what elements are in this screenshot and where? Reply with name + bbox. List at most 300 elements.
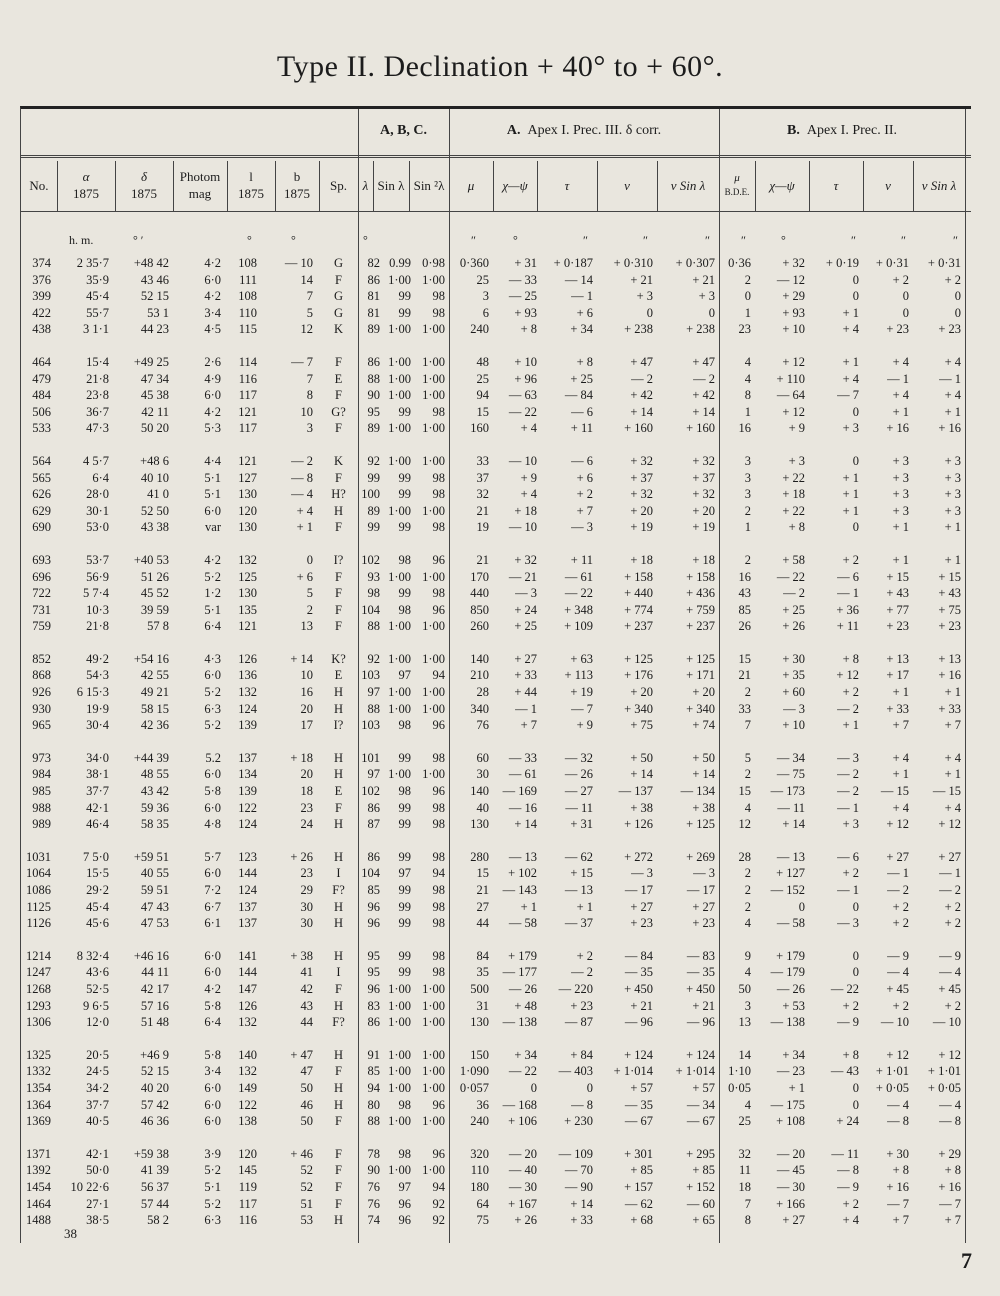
cell-no: 422 — [32, 305, 51, 320]
col-header-photom: Photom mag — [179, 169, 221, 201]
cell-photom: 1·2 — [204, 586, 221, 601]
row-group — [21, 1146, 971, 1229]
cell-tau-b: + 3 — [842, 817, 859, 832]
cell-tau: + 33 — [570, 1213, 593, 1228]
cell-v-sin: + 27 — [692, 899, 715, 914]
cell-mu: 37 — [476, 470, 489, 485]
cell-chi-psi-b: + 60 — [782, 685, 805, 700]
cell-sin2-lambda: 1·00 — [422, 503, 445, 518]
cell-photom: 5·2 — [204, 718, 221, 733]
cell-sin2-lambda: 1·00 — [422, 1015, 445, 1030]
cell-l: 144 — [238, 866, 257, 881]
cell-v-sin: + 23 — [692, 916, 715, 931]
col-header-no: No. — [29, 177, 49, 193]
cell-alpha: 45·4 — [86, 289, 109, 304]
cell-photom: 4·5 — [204, 322, 221, 337]
cell-mu: 500 — [470, 981, 489, 996]
cell-l: 134 — [238, 767, 257, 782]
cell-l: 123 — [238, 849, 257, 864]
cell-l: 138 — [238, 1114, 257, 1129]
cell-sp: F — [335, 569, 342, 584]
cell-l: 115 — [238, 322, 257, 337]
cell-v-b: + 7 — [892, 718, 909, 733]
cell-alpha: 36·7 — [86, 404, 109, 419]
cell-mu-b: 18 — [738, 1179, 751, 1194]
cell-delta: +59 38 — [133, 1146, 169, 1161]
data-table — [20, 106, 971, 1243]
cell-sp: H — [333, 899, 344, 914]
cell-tau-b: 0 — [852, 1080, 859, 1095]
cell-tau: — 6 — [571, 453, 593, 468]
cell-lambda: 94 — [367, 1080, 380, 1095]
cell-photom: 5·1 — [204, 487, 221, 502]
cell-sin-lambda: 1·00 — [388, 272, 411, 287]
cell-chi-psi: — 138 — [502, 1015, 537, 1030]
cell-no: 629 — [32, 503, 51, 518]
cell-alpha: 10 22·6 — [70, 1179, 109, 1194]
cell-b: 17 — [300, 718, 313, 733]
cell-sin2-lambda: 1·00 — [422, 1114, 445, 1129]
cell-b: + 14 — [290, 651, 313, 666]
cell-sp: G — [333, 256, 344, 270]
cell-v-sin: + 450 — [686, 981, 715, 996]
cell-v: + 440 — [624, 586, 653, 601]
cell-lambda: 88 — [367, 701, 380, 716]
cell-photom: 5·7 — [204, 849, 221, 864]
cell-chi-psi-b: + 26 — [782, 619, 805, 634]
cell-chi-psi-b: + 12 — [782, 404, 805, 419]
cell-v-sin: + 85 — [692, 1163, 715, 1178]
cell-v: + 23 — [630, 916, 653, 931]
cell-chi-psi: + 4 — [520, 421, 537, 436]
table-body — [21, 255, 971, 1245]
cell-v-sin-b: + 12 — [938, 1047, 961, 1062]
cell-chi-psi: + 14 — [514, 817, 537, 832]
cell-sp: F — [335, 1114, 342, 1129]
row-group — [21, 651, 971, 734]
cell-chi-psi: — 1 — [515, 701, 537, 716]
cell-l: 141 — [238, 948, 257, 963]
cell-mu: 21 — [476, 552, 489, 567]
cell-mu: 150 — [470, 1047, 489, 1062]
unit-v-sin: ″ — [705, 233, 710, 247]
cell-chi-psi: + 26 — [514, 1213, 537, 1228]
cell-mu: 0·057 — [459, 1080, 489, 1095]
cell-sin-lambda: 99 — [398, 965, 411, 980]
cell-v-b: + 3 — [892, 470, 909, 485]
cell-delta: +44 39 — [133, 750, 169, 765]
cell-sin2-lambda: 96 — [432, 1097, 445, 1112]
cell-l: 124 — [238, 701, 257, 716]
cell-v-b: — 2 — [887, 883, 909, 897]
cell-v-sin: + 42 — [692, 388, 715, 403]
cell-lambda: 96 — [367, 899, 380, 914]
cell-v: + 301 — [624, 1146, 653, 1161]
cell-v-sin-b: + 29 — [938, 1146, 961, 1161]
cell-v: + 20 — [630, 503, 653, 518]
cell-v: + 47 — [630, 354, 653, 369]
cell-sp: G? — [331, 404, 346, 419]
cell-sin-lambda: 1·00 — [388, 619, 411, 634]
cell-chi-psi: — 20 — [508, 1146, 537, 1161]
cell-lambda: 104 — [361, 602, 380, 617]
cell-sp: H — [333, 817, 344, 832]
cell-sin-lambda: 98 — [398, 552, 411, 567]
cell-sp: I? — [333, 718, 344, 733]
cell-tau: — 403 — [558, 1064, 593, 1079]
cell-photom: 4·2 — [204, 404, 221, 419]
cell-photom: 6·0 — [204, 1080, 221, 1095]
cell-no: 376 — [32, 272, 51, 287]
cell-sin2-lambda: 1·00 — [422, 981, 445, 996]
cell-delta: 51 26 — [140, 569, 169, 584]
cell-v-sin-b: + 7 — [944, 1213, 961, 1228]
cell-l: 130 — [238, 586, 257, 601]
cell-mu-b: 3 — [744, 453, 751, 468]
cell-sin2-lambda: 96 — [432, 552, 445, 567]
cell-sin2-lambda: 98 — [432, 916, 445, 931]
cell-mu-b: 33 — [738, 701, 751, 716]
cell-alpha: 30·4 — [86, 718, 109, 733]
cell-delta: 39 59 — [140, 602, 169, 617]
cell-delta: 45 52 — [140, 586, 169, 601]
cell-v-sin-b: + 4 — [944, 388, 961, 403]
cell-v-sin: + 20 — [692, 685, 715, 700]
cell-delta: 58 15 — [140, 701, 169, 716]
cell-chi-psi-b: + 10 — [782, 718, 805, 733]
cell-sin2-lambda: 96 — [432, 784, 445, 799]
cell-mu: 110 — [470, 1163, 489, 1178]
cell-v-sin: + 47 — [692, 354, 715, 369]
cell-l: 130 — [238, 487, 257, 502]
cell-v-b: — 10 — [880, 1015, 909, 1030]
cell-v: + 340 — [624, 701, 653, 716]
cell-mu: 75 — [476, 1213, 489, 1228]
cell-lambda: 88 — [367, 1114, 380, 1129]
cell-sin-lambda: 99 — [398, 817, 411, 832]
table-row — [21, 800, 971, 817]
cell-sin2-lambda: 1·00 — [422, 421, 445, 436]
cell-delta: +49 25 — [133, 354, 169, 369]
cell-mu: 32 — [476, 487, 489, 502]
cell-chi-psi-b: — 138 — [770, 1015, 805, 1030]
unit-tau-b: ″ — [851, 233, 856, 247]
row-group — [21, 453, 971, 536]
cell-chi-psi-b: + 18 — [782, 487, 805, 502]
cell-alpha: 50·0 — [86, 1163, 109, 1178]
cell-v-sin: + 14 — [692, 767, 715, 782]
cell-alpha: 43·6 — [86, 965, 109, 980]
cell-sp: K — [333, 453, 344, 468]
cell-sin-lambda: 99 — [398, 487, 411, 502]
cell-tau-b: 0 — [852, 899, 859, 914]
cell-v-b: + 0·31 — [875, 256, 909, 270]
cell-v: + 21 — [630, 998, 653, 1013]
cell-b: 0 — [306, 552, 313, 567]
cell-mu: 25 — [476, 371, 489, 386]
cell-sp: F — [335, 981, 342, 996]
cell-sin2-lambda: 98 — [432, 586, 445, 601]
cell-v-sin-b: — 4 — [939, 965, 961, 980]
cell-chi-psi: — 168 — [502, 1097, 537, 1112]
cell-v-sin: + 171 — [686, 668, 715, 683]
cell-tau-b: + 2 — [842, 685, 859, 700]
cell-l: 125 — [238, 569, 257, 584]
cell-tau-b: + 8 — [842, 1047, 859, 1062]
cell-no: 1214 — [26, 948, 51, 963]
cell-mu: 130 — [470, 1015, 489, 1030]
cell-sin-lambda: 1·00 — [388, 371, 411, 386]
cell-delta: 57 16 — [140, 998, 169, 1013]
table-row — [21, 255, 971, 272]
cell-v-sin-b: + 75 — [938, 602, 961, 617]
cell-alpha: 53·0 — [86, 520, 109, 535]
cell-b: + 46 — [290, 1146, 313, 1161]
cell-b: — 4 — [291, 487, 313, 502]
cell-photom: 6·0 — [204, 1114, 221, 1129]
cell-mu: 31 — [476, 998, 489, 1013]
cell-l: 139 — [238, 718, 257, 733]
cell-no: 696 — [32, 569, 51, 584]
cell-tau: + 34 — [570, 322, 593, 337]
cell-photom: 4·3 — [204, 651, 221, 666]
col-header-alpha: α 1875 — [73, 169, 99, 201]
cell-v-sin-b: + 1 — [944, 404, 961, 419]
cell-b: + 4 — [296, 503, 313, 518]
cell-mu-b: 43 — [738, 586, 751, 601]
cell-tau-b: + 3 — [842, 421, 859, 436]
cell-sp: H — [333, 1047, 344, 1062]
cell-v-sin-b: — 8 — [939, 1114, 961, 1129]
table-row — [21, 453, 971, 470]
cell-sin2-lambda: 1·00 — [422, 998, 445, 1013]
cell-v-sin: + 269 — [686, 849, 715, 864]
cell-lambda: 86 — [367, 800, 380, 815]
cell-v-sin-b: + 27 — [938, 849, 961, 864]
cell-alpha: 37·7 — [86, 784, 109, 799]
cell-sin2-lambda: 98 — [432, 965, 445, 980]
cell-sin2-lambda: 98 — [432, 487, 445, 502]
unit-v-b: ″ — [901, 233, 906, 247]
cell-delta: +46 16 — [133, 948, 169, 963]
cell-delta: 57 8 — [147, 619, 169, 634]
cell-sin2-lambda: 1·00 — [422, 388, 445, 403]
cell-b: 7 — [306, 371, 313, 386]
cell-delta: 49 21 — [140, 685, 169, 700]
cell-alpha: 6·4 — [92, 470, 109, 485]
page-title: Type II. Declination + 40° to + 60°. — [276, 50, 724, 83]
cell-chi-psi: — 177 — [502, 965, 537, 980]
cell-photom: 5·3 — [204, 421, 221, 436]
cell-v: + 272 — [624, 849, 653, 864]
cell-v-sin: — 60 — [686, 1196, 715, 1211]
cell-v-sin: + 20 — [692, 503, 715, 518]
header-rule — [21, 155, 971, 158]
cell-mu: 210 — [470, 668, 489, 683]
cell-v-sin-b: + 7 — [944, 718, 961, 733]
cell-tau-b: + 4 — [842, 371, 859, 386]
table-row — [21, 404, 971, 421]
cell-v: + 37 — [630, 470, 653, 485]
cell-chi-psi: — 58 — [508, 916, 537, 931]
cell-sin2-lambda: 98 — [432, 404, 445, 419]
cell-tau-b: + 1 — [842, 305, 859, 320]
cell-sin-lambda: 99 — [398, 520, 411, 535]
cell-sp: E — [334, 784, 343, 799]
cell-sp: G — [333, 305, 344, 320]
cell-sp: H? — [331, 487, 346, 502]
cell-delta: 53 1 — [147, 305, 169, 320]
cell-tau: + 11 — [570, 421, 593, 436]
table-row — [21, 1146, 971, 1163]
cell-no: 1064 — [26, 866, 51, 881]
cell-b: 43 — [300, 998, 313, 1013]
cell-mu-b: 25 — [738, 1114, 751, 1129]
cell-photom: 3·9 — [204, 1146, 221, 1161]
cell-sin2-lambda: 92 — [432, 1196, 445, 1211]
cell-sp: F — [335, 470, 342, 485]
group-b: B. Apex I. Prec. II. — [786, 123, 898, 138]
cell-v-sin-b: + 0·05 — [927, 1080, 961, 1095]
cell-sp: F — [335, 1064, 342, 1079]
cell-sin2-lambda: 98 — [432, 800, 445, 815]
cell-sin-lambda: 1·00 — [388, 421, 411, 436]
cell-no: 1293 — [26, 998, 51, 1013]
cell-tau: + 2 — [576, 487, 593, 502]
cell-v: + 774 — [624, 602, 653, 617]
cell-v-sin-b: + 2 — [944, 998, 961, 1013]
cell-chi-psi: — 169 — [502, 784, 537, 799]
cell-tau: + 6 — [576, 470, 593, 485]
cell-sin2-lambda: 1·00 — [422, 354, 445, 369]
cell-tau-b: — 43 — [830, 1064, 859, 1079]
cell-v-sin-b: + 4 — [944, 354, 961, 369]
table-row — [21, 1097, 971, 1114]
cell-alpha: 38·1 — [86, 767, 109, 782]
unit-b: ° — [291, 233, 296, 247]
col-header-tau-b: τ — [833, 177, 839, 193]
cell-mu: 0·360 — [459, 256, 489, 270]
cell-mu: 340 — [470, 701, 489, 716]
cell-delta: +48 6 — [140, 453, 169, 468]
cell-sin-lambda: 1·00 — [388, 1114, 411, 1129]
cell-photom: 5·8 — [204, 784, 221, 799]
cell-no: 1126 — [26, 916, 51, 931]
cell-tau-b: + 11 — [836, 619, 859, 634]
cell-lambda: 97 — [367, 685, 380, 700]
cell-lambda: 76 — [367, 1179, 380, 1194]
cell-alpha: 3 1·1 — [82, 322, 109, 337]
col-header-chi-psi: χ—ψ — [502, 177, 528, 193]
cell-chi-psi-b: — 3 — [783, 701, 805, 716]
cell-v-sin-b: — 7 — [939, 1196, 961, 1211]
cell-chi-psi: + 44 — [514, 685, 537, 700]
cell-v-sin-b: + 15 — [938, 569, 961, 584]
cell-v-sin-b: + 4 — [944, 800, 961, 815]
cell-b: — 8 — [291, 470, 313, 485]
cell-delta: 40 55 — [140, 866, 169, 881]
cell-b: + 18 — [290, 750, 313, 765]
cell-tau: — 2 — [571, 965, 593, 980]
cell-tau: 0 — [586, 1080, 593, 1095]
cell-l: 126 — [238, 998, 257, 1013]
cell-sin-lambda: 97 — [398, 866, 411, 881]
cell-mu: 21 — [476, 503, 489, 518]
cell-chi-psi: + 167 — [508, 1196, 537, 1211]
cell-photom: 5·8 — [204, 998, 221, 1013]
cell-sin2-lambda: 98 — [432, 899, 445, 914]
cell-v: — 137 — [618, 784, 653, 799]
cell-tau-b: — 2 — [837, 784, 859, 799]
cell-delta: 47 43 — [140, 899, 169, 914]
cell-chi-psi: + 102 — [508, 866, 537, 881]
cell-photom: 4·9 — [204, 371, 221, 386]
unit-hm: h. m. — [69, 233, 94, 247]
table-row — [21, 1047, 971, 1064]
cell-no: 930 — [32, 701, 51, 716]
cell-alpha: 21·8 — [86, 619, 109, 634]
cell-photom: 3·4 — [204, 305, 221, 320]
cell-l: 108 — [238, 256, 257, 270]
cell-tau-b: + 4 — [842, 1213, 859, 1228]
cell-sp: F — [335, 520, 342, 535]
cell-sin-lambda: 96 — [398, 1213, 411, 1228]
cell-sin-lambda: 99 — [398, 586, 411, 601]
cell-delta: 43 46 — [140, 272, 169, 287]
cell-v: + 75 — [630, 718, 653, 733]
cell-sin-lambda: 0.99 — [389, 256, 411, 270]
cell-l: 137 — [238, 750, 257, 765]
cell-tau: — 220 — [558, 981, 593, 996]
cell-mu: 60 — [476, 750, 489, 765]
cell-mu: 850 — [470, 602, 489, 617]
cell-chi-psi-b: — 11 — [777, 800, 805, 815]
cell-mu: 140 — [470, 651, 489, 666]
table-row — [21, 420, 971, 437]
cell-sin2-lambda: 1·00 — [422, 767, 445, 782]
unit-lambda: ° — [363, 233, 368, 247]
cell-chi-psi-b: + 10 — [782, 322, 805, 337]
cell-chi-psi-b: — 20 — [776, 1146, 805, 1161]
cell-v-sin: + 38 — [692, 800, 715, 815]
row-group — [21, 849, 971, 932]
cell-alpha: 45·6 — [86, 916, 109, 931]
cell-sin-lambda: 99 — [398, 883, 411, 897]
cell-mu-b: 2 — [744, 866, 751, 881]
cell-mu: 280 — [470, 849, 489, 864]
cell-chi-psi: — 61 — [508, 767, 537, 782]
cell-mu: 19 — [476, 520, 489, 535]
cell-tau: + 11 — [570, 552, 593, 567]
cell-mu-b: 12 — [738, 817, 751, 832]
table-row — [21, 486, 971, 503]
cell-mu-b: 3 — [744, 998, 751, 1013]
cell-v: + 38 — [630, 800, 653, 815]
cell-chi-psi: — 63 — [508, 388, 537, 403]
cell-v-b: 0 — [902, 305, 909, 320]
cell-v: + 14 — [630, 404, 653, 419]
cell-l: 137 — [238, 916, 257, 931]
cell-mu: 30 — [476, 767, 489, 782]
cell-lambda: 89 — [367, 421, 380, 436]
cell-tau-b: + 1 — [842, 503, 859, 518]
cell-delta: +48 42 — [133, 256, 169, 270]
cell-sp: F — [335, 1196, 342, 1211]
cell-lambda: 99 — [367, 520, 380, 535]
cell-v: — 96 — [624, 1015, 653, 1030]
cell-chi-psi-b: + 22 — [782, 503, 805, 518]
row-group — [21, 354, 971, 437]
